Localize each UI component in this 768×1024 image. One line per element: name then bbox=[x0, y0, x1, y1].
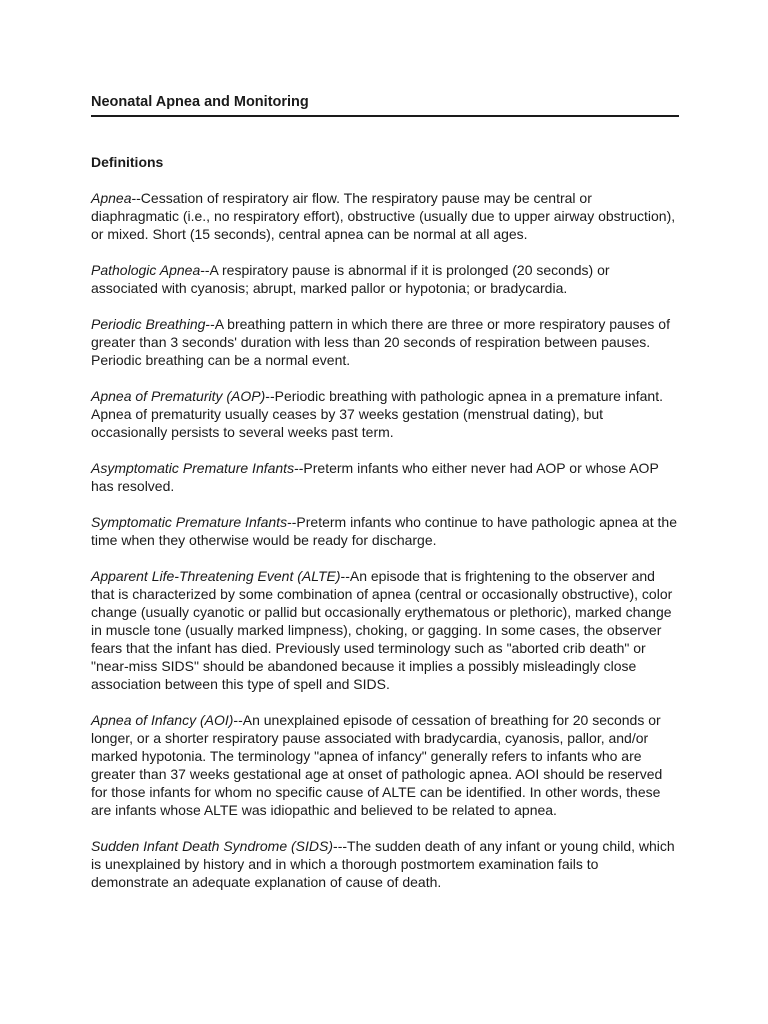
definition-text: --Preterm infants who either never had AOP or whose AOP has resolved. bbox=[91, 460, 659, 494]
definition-term: Symptomatic Premature Infants bbox=[91, 514, 288, 530]
section-heading-definitions: Definitions bbox=[91, 154, 164, 170]
definition-sids bbox=[91, 837, 679, 891]
definition-apnea-of-prematurity bbox=[91, 387, 679, 441]
definition-text: --Preterm infants who continue to have pathologic apnea at the time when they otherwise would be ready for discharge. bbox=[91, 514, 677, 548]
definition-term: Apnea of Prematurity (AOP) bbox=[91, 388, 266, 404]
definition-text: --A respiratory pause is abnormal if it is prolonged (20 seconds) or associated with cyanosis; abrupt, marked pallor or hypotonia; or bradycardia. bbox=[91, 262, 610, 296]
definition-term: Sudden Infant Death Syndrome (SIDS) bbox=[91, 838, 334, 854]
definition-pathologic-apnea bbox=[91, 261, 679, 297]
definition-term: Asymptomatic Premature Infants bbox=[91, 460, 295, 476]
definition-term: Apparent Life-Threatening Event (ALTE) bbox=[91, 568, 341, 584]
definition-term: Apnea bbox=[91, 190, 132, 206]
document-page bbox=[91, 92, 679, 891]
definition-term: Periodic Breathing bbox=[91, 316, 206, 332]
definition-asymptomatic-premature-infants bbox=[91, 459, 679, 495]
definition-periodic-breathing bbox=[91, 315, 679, 369]
definition-term: Pathologic Apnea bbox=[91, 262, 201, 278]
definition-text: --An episode that is frightening to the observer and that is characterized by some combination of apnea (central or occasionally obstructive), color change (usually cyanotic or pallid but occasionally erythematous or plethoric), marked change in muscle tone (usually marked limpness), choking, or gagging. In some cases, the observer fears that the infant has died. Previously used terminology such as "aborted crib death" or "near-miss SIDS" should be abandoned because it implies a possibly misleadingly close association between this type of spell and SIDS. bbox=[91, 568, 673, 692]
document-title: Neonatal Apnea and Monitoring bbox=[91, 92, 679, 117]
definition-text: --A breathing pattern in which there are three or more respiratory pauses of greater than 3 seconds' duration with less than 20 seconds of respiration between pauses. Periodic breathing can be a normal event. bbox=[91, 316, 670, 368]
definition-text: --Cessation of respiratory air flow. The respiratory pause may be central or diaphragmatic (i.e., no respiratory effort), obstructive (usually due to upper airway obstruction), or mixed. Short (15 seconds), central apnea can be normal at all ages. bbox=[91, 190, 676, 242]
definition-text: --Periodic breathing with pathologic apnea in a premature infant. Apnea of prematurity usually ceases by 37 weeks gestation (menstrual dating), but occasionally persists to several weeks past term. bbox=[91, 388, 663, 440]
definition-alte bbox=[91, 567, 679, 693]
definition-text: --An unexplained episode of cessation of breathing for 20 seconds or longer, or a shorter respiratory pause associated with bradycardia, cyanosis, pallor, and/or marked hypotonia. The terminology "apnea of infancy" generally refers to infants who are greater than 37 weeks gestational age at onset of pathologic apnea. AOI should be reserved for those infants for whom no specific cause of ALTE can be identified. In other words, these are infants whose ALTE was idiopathic and believed to be related to apnea. bbox=[91, 712, 663, 818]
definition-term: Apnea of Infancy (AOI) bbox=[91, 712, 234, 728]
definition-apnea bbox=[91, 189, 679, 243]
definition-apnea-of-infancy bbox=[91, 711, 679, 819]
definition-symptomatic-premature-infants bbox=[91, 513, 679, 549]
definition-text: ---The sudden death of any infant or young child, which is unexplained by history and in which a thorough postmortem examination fails to demonstrate an adequate explanation of cause of death. bbox=[91, 838, 675, 890]
